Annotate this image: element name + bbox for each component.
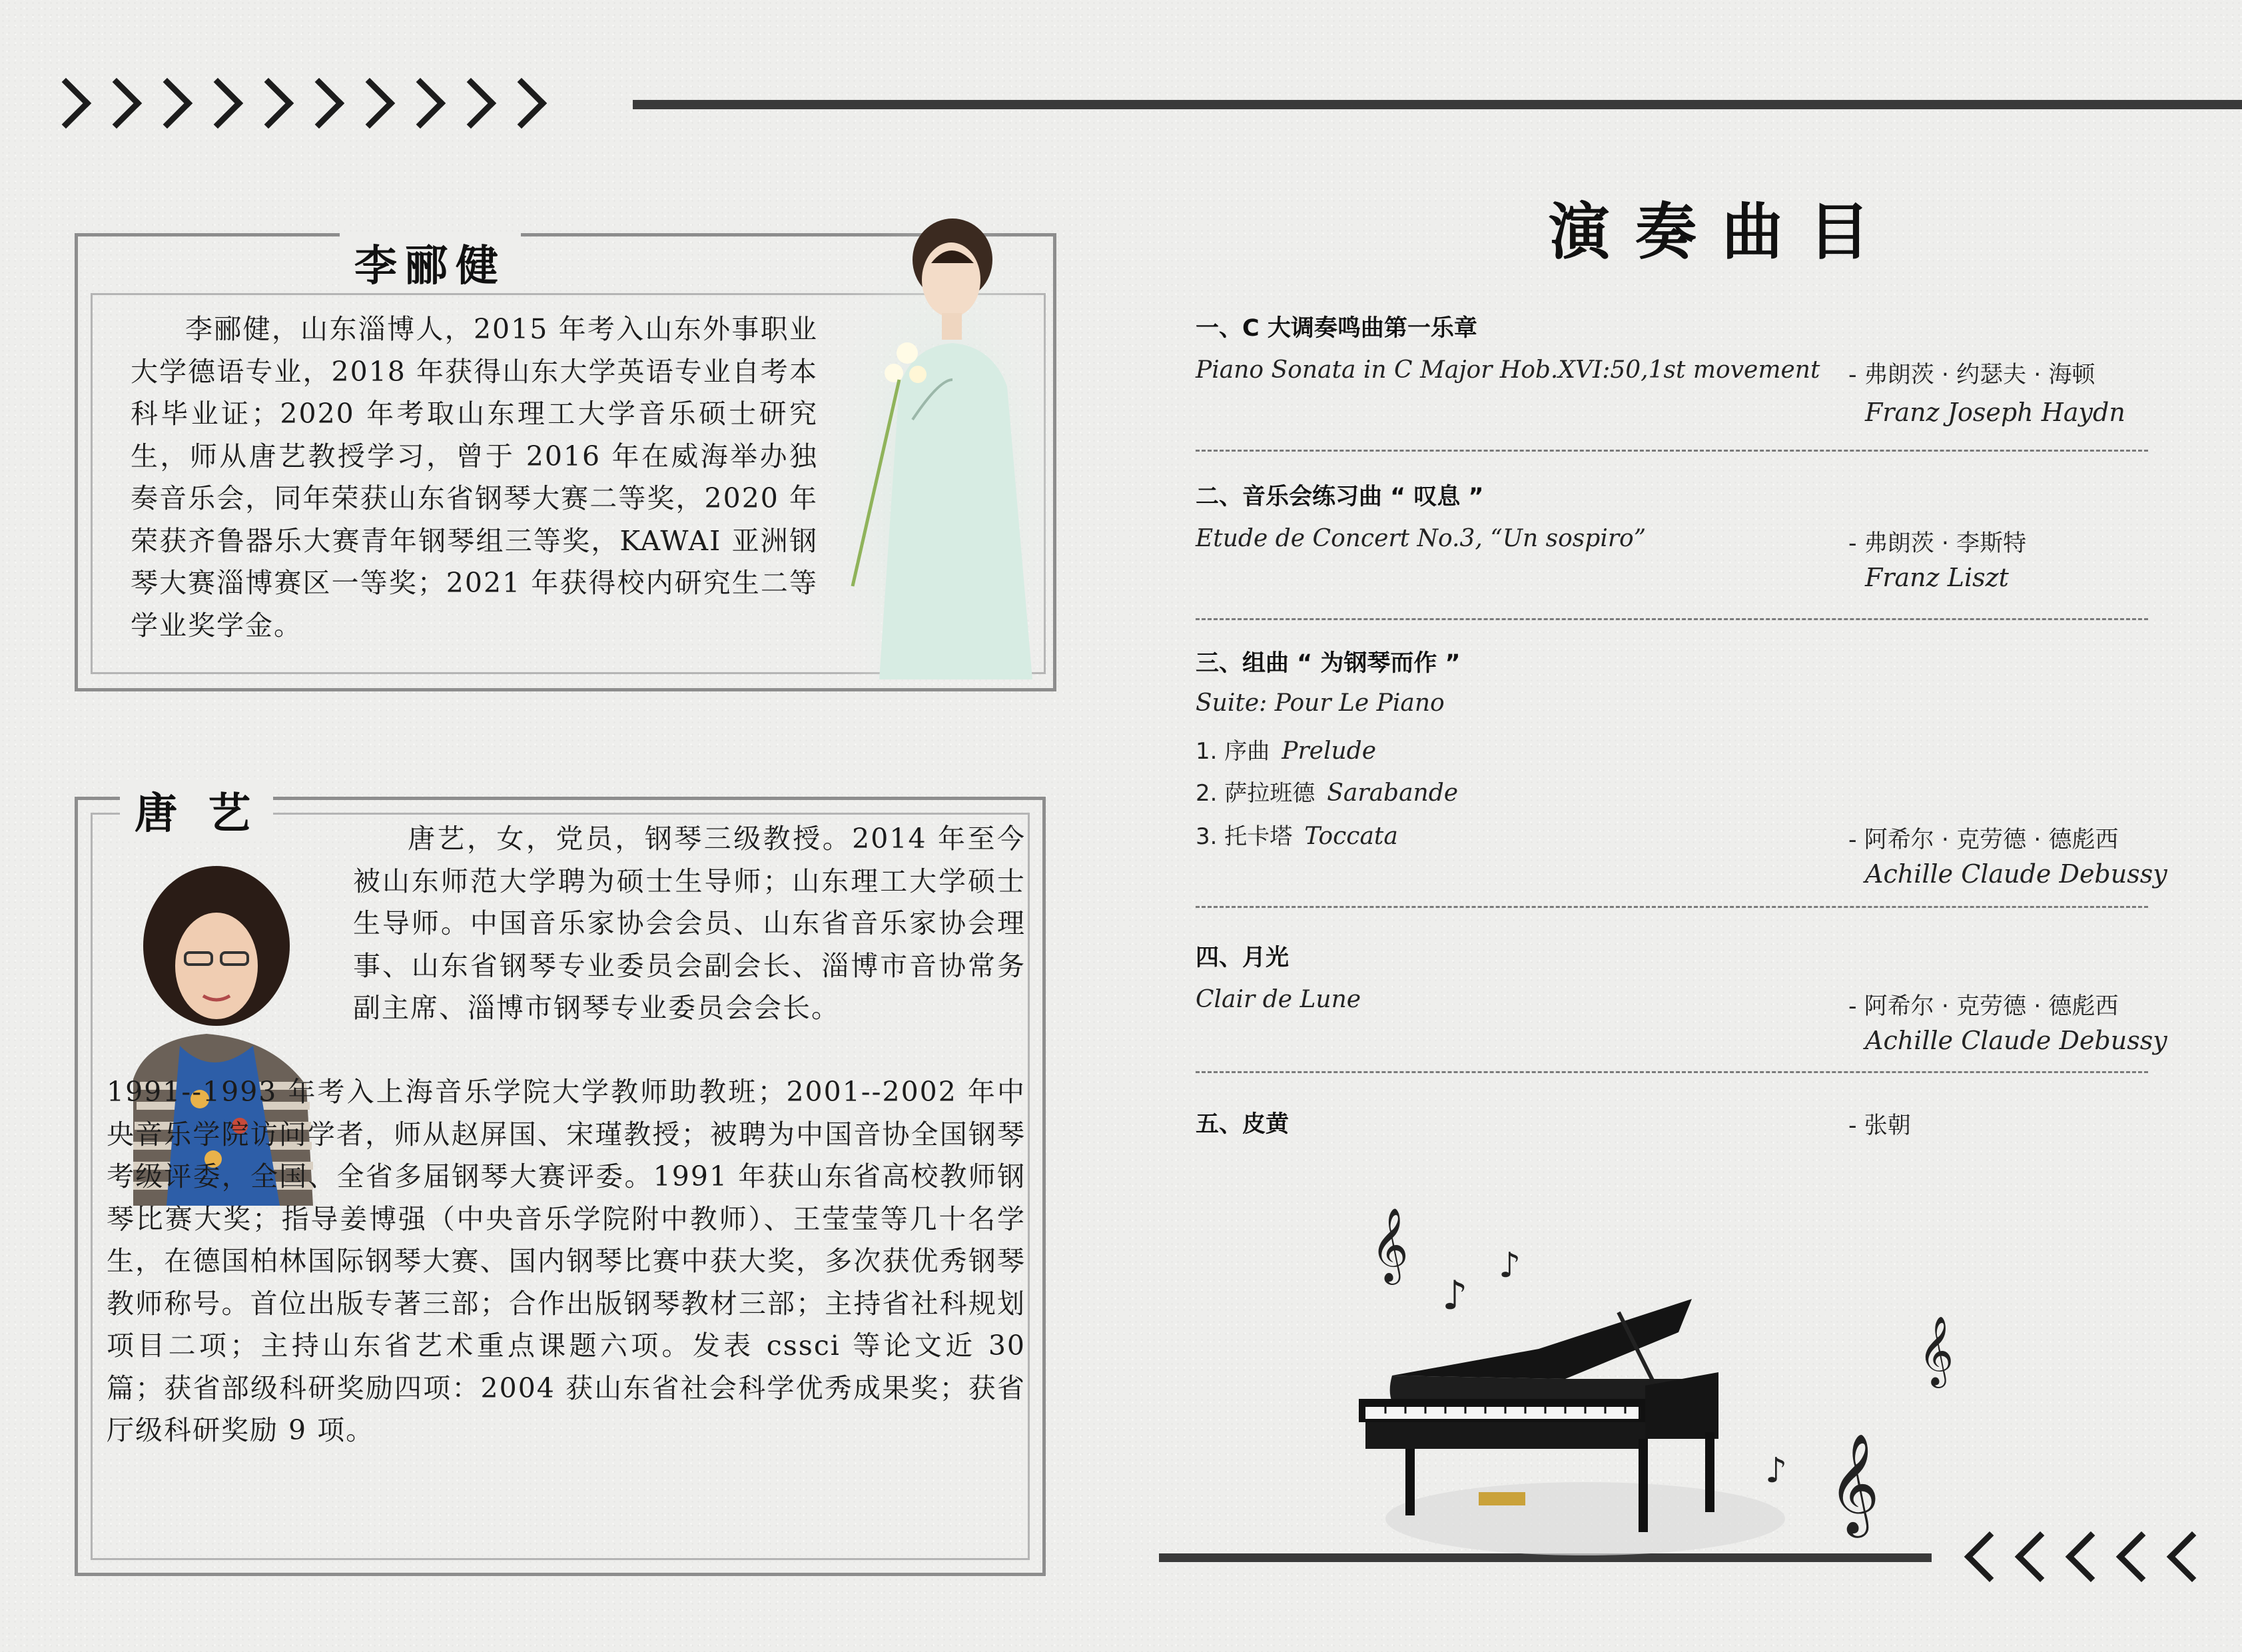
bio2-paragraph-2: 1991--1993 年考入上海音乐学院大学教师助教班；2001--2002 年中央音乐学院访问学者，师从赵屏国、宋瑾教授；被聘为中国音协全国钢琴考级评委，全国、全省多届钢琴大赛评委。1991 年获山东省高校教师钢琴比赛大奖；指导姜博强（中央音乐学院附中教师）、王莹莹等几十名学生，在德国柏林国际钢琴大赛、国内钢琴比赛中获大奖，多次获优秀钢琴教师称号。首位出版专著三部；合作出版钢琴教材三部；主持省社科规划项目二项；主持山东省艺术重点课题六项。发表 cssci 等论文近 30 篇；获省部级科研奖励四项：2004 获山东省社会科学优秀成果奖；获省厅级科研奖励 9 项。 bbox=[107, 1076, 1026, 1446]
treble-clef-icon: 𝄞 bbox=[1918, 1316, 1954, 1386]
bio1-paragraph: 李郦健，山东淄博人，2015 年考入山东外事职业大学德语专业，2018 年获得山东大学英语专业自考本科毕业证；2020 年考取山东理工大学音乐硕士研究生，师从唐艺教授学习，曾于 2016 年在威海举办独奏音乐会，同年荣获山东省钢琴大赛二等奖，2020 年荣获齐鲁器乐大赛青年钢琴组三等奖，KAWAI 亚洲钢琴大赛淄博赛区一等奖；2021 年获得校内研究生二等学业奖学金。 bbox=[131, 313, 818, 641]
program-item-3-composer-cn: - 阿希尔 · 克劳德 · 德彪西 bbox=[1848, 827, 2119, 853]
chevron-left-icon bbox=[2065, 1531, 2116, 1582]
program-item-1-composer-en: Franz Joseph Haydn bbox=[1865, 398, 2125, 427]
bio2-text-bottom bbox=[107, 1071, 1026, 1452]
program-item-1-title: 一、C 大调奏鸣曲第一乐章 bbox=[1196, 315, 1477, 342]
movement-3-cn: 3. 托卡塔 bbox=[1196, 823, 1293, 850]
chevron-right-icon bbox=[192, 78, 243, 129]
divider-4 bbox=[1196, 1071, 2148, 1073]
chevron-row-top bbox=[48, 85, 554, 121]
program-item-2-composer-en: Franz Liszt bbox=[1865, 563, 2009, 592]
movement-2-en: Sarabande bbox=[1327, 779, 1459, 807]
program-item-3-movement-2 bbox=[1196, 775, 1458, 807]
chevron-right-icon bbox=[395, 78, 446, 129]
chevron-right-icon bbox=[91, 78, 142, 129]
program-item-3-movement-1 bbox=[1196, 733, 1376, 765]
bio2-name: 唐 艺 bbox=[120, 779, 273, 841]
movement-2-cn: 2. 萨拉班德 bbox=[1196, 780, 1315, 807]
chevron-left-icon bbox=[1964, 1531, 2015, 1582]
bio1-text bbox=[131, 308, 818, 647]
chevron-row-bottom bbox=[1972, 1539, 2225, 1575]
bio2-text-top bbox=[353, 818, 1026, 1030]
music-note-icon: ♪ bbox=[1499, 1246, 1521, 1286]
divider-1 bbox=[1196, 450, 2148, 452]
divider-3 bbox=[1196, 906, 2148, 908]
program-title: 演奏曲目 bbox=[1549, 196, 1896, 268]
program-item-4-english: Clair de Lune bbox=[1196, 986, 1361, 1013]
chevron-right-icon bbox=[344, 78, 395, 129]
program-item-1-english: Piano Sonata in C Major Hob.XVI:50,1st movement bbox=[1196, 356, 1820, 384]
program-item-3-composer-en: Achille Claude Debussy bbox=[1865, 859, 2167, 889]
chevron-left-icon bbox=[2116, 1531, 2167, 1582]
bio1-name: 李郦健 bbox=[340, 232, 521, 293]
chevron-right-icon bbox=[142, 78, 192, 129]
chevron-right-icon bbox=[41, 78, 91, 129]
music-note-icon: ♪ bbox=[1442, 1272, 1468, 1319]
treble-clef-icon: 𝄞 bbox=[1371, 1207, 1409, 1282]
movement-3-en: Toccata bbox=[1304, 823, 1398, 850]
movement-1-cn: 1. 序曲 bbox=[1196, 738, 1270, 765]
top-divider-bar bbox=[633, 100, 2242, 109]
music-note-icon: ♪ bbox=[1765, 1451, 1788, 1491]
treble-clef-icon: 𝄞 bbox=[1828, 1432, 1880, 1533]
chevron-left-icon bbox=[2015, 1531, 2065, 1582]
chevron-right-icon bbox=[294, 78, 344, 129]
chevron-left-icon bbox=[2167, 1531, 2217, 1582]
program-item-4-composer-cn: - 阿希尔 · 克劳德 · 德彪西 bbox=[1848, 993, 2119, 1020]
chevron-right-icon bbox=[243, 78, 294, 129]
program-item-3-movement-3 bbox=[1196, 818, 1398, 851]
program-item-2-composer-cn: - 弗朗茨 · 李斯特 bbox=[1848, 530, 2027, 557]
program-item-3-english: Suite: Pour Le Piano bbox=[1196, 689, 1445, 717]
program-item-2-english: Etude de Concert No.3, “Un sospiro” bbox=[1196, 525, 1647, 552]
program-item-4-title: 四、月光 bbox=[1196, 945, 1290, 971]
program-item-3-title: 三、组曲 “ 为钢琴而作 ” bbox=[1196, 650, 1461, 677]
program-item-1-composer-cn: - 弗朗茨 · 约瑟夫 · 海顿 bbox=[1848, 362, 2095, 388]
chevron-right-icon bbox=[446, 78, 496, 129]
bio2-paragraph-1: 唐艺，女，党员，钢琴三级教授。2014 年至今被山东师范大学聘为硕士生导师；山东理工大学硕士生导师。中国音乐家协会会员、山东省音乐家协会理事、山东省钢琴专业委员会副会长、淄博市音协常务副主席、淄博市钢琴专业委员会会长。 bbox=[353, 823, 1026, 1024]
portrait-li-lijian bbox=[833, 200, 1052, 679]
program-item-4-composer-en: Achille Claude Debussy bbox=[1865, 1026, 2167, 1055]
divider-2 bbox=[1196, 618, 2148, 620]
program-item-2-title: 二、音乐会练习曲 “ 叹息 ” bbox=[1196, 484, 1484, 510]
program-item-5-composer-cn: - 张朝 bbox=[1848, 1112, 1911, 1139]
chevron-right-icon bbox=[496, 78, 547, 129]
program-item-5-title: 五、皮黄 bbox=[1196, 1111, 1290, 1138]
movement-1-en: Prelude bbox=[1282, 737, 1377, 765]
